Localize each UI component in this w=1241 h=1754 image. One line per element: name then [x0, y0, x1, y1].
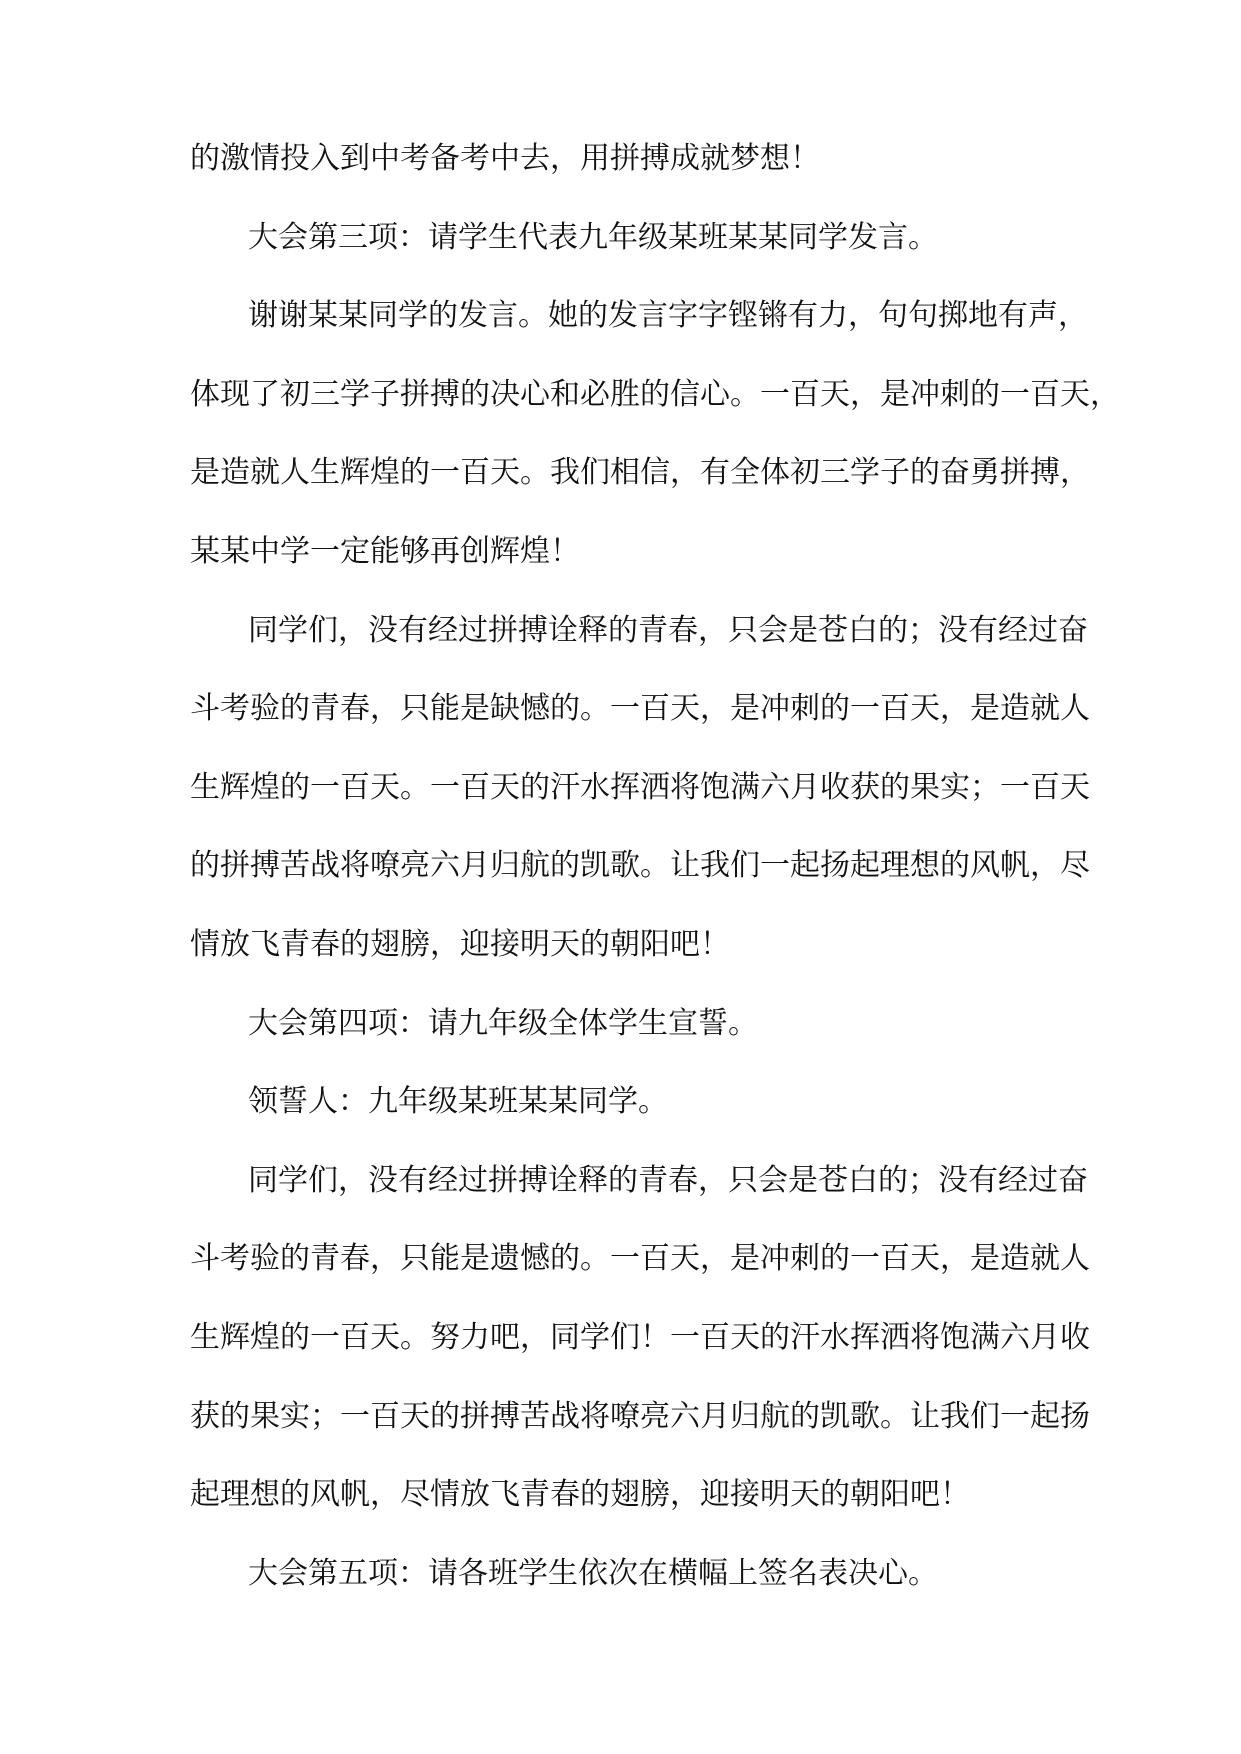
- paragraph-3-line-4: 某某中学一定能够再创辉煌！: [190, 533, 580, 569]
- paragraph-5-line-1: 大会第四项：请九年级全体学生宣誓。: [248, 1005, 758, 1041]
- paragraph-4-line-4: 的拼搏苦战将嘹亮六月归航的凯歌。让我们一起扬起理想的风帆，尽: [190, 848, 1090, 884]
- paragraph-7-line-4: 获的果实；一百天的拼搏苦战将嘹亮六月归航的凯歌。让我们一起扬: [190, 1398, 1090, 1434]
- paragraph-7-line-1: 同学们，没有经过拼搏诠释的青春，只会是苍白的；没有经过奋: [248, 1162, 1088, 1198]
- paragraph-7-line-2: 斗考验的青春，只能是遗憾的。一百天，是冲刺的一百天，是造就人: [190, 1241, 1090, 1277]
- paragraph-6-line-1: 领誓人：九年级某班某某同学。: [248, 1084, 668, 1120]
- paragraph-1-line-1: 的激情投入到中考备考中去，用拼搏成就梦想！: [190, 141, 820, 176]
- paragraph-4-line-3: 生辉煌的一百天。一百天的汗水挥洒将饱满六月收获的果实；一百天: [190, 769, 1090, 805]
- paragraph-7-line-3: 生辉煌的一百天。努力吧，同学们！一百天的汗水挥洒将饱满六月收: [190, 1319, 1090, 1355]
- paragraph-4-line-1: 同学们，没有经过拼搏诠释的青春，只会是苍白的；没有经过奋: [248, 612, 1088, 648]
- paragraph-8-line-1: 大会第五项：请各班学生依次在横幅上签名表决心。: [248, 1555, 938, 1591]
- paragraph-2-line-1: 大会第三项：请学生代表九年级某班某某同学发言。: [248, 219, 938, 255]
- paragraph-3-line-3: 是造就人生辉煌的一百天。我们相信，有全体初三学子的奋勇拼搏，: [190, 455, 1090, 491]
- document-body: [190, 141, 1120, 1591]
- paragraph-4-line-5: 情放飞青春的翅膀，迎接明天的朝阳吧！: [190, 926, 730, 962]
- paragraph-3-line-2: 体现了初三学子拼搏的决心和必胜的信心。一百天，是冲刺的一百天，: [190, 376, 1120, 412]
- paragraph-7-line-5: 起理想的风帆，尽情放飞青春的翅膀，迎接明天的朝阳吧！: [190, 1477, 970, 1513]
- paragraph-4-line-2: 斗考验的青春，只能是缺憾的。一百天，是冲刺的一百天，是造就人: [190, 691, 1090, 727]
- paragraph-3-line-1: 谢谢某某同学的发言。她的发言字字铿锵有力，句句掷地有声，: [248, 298, 1088, 334]
